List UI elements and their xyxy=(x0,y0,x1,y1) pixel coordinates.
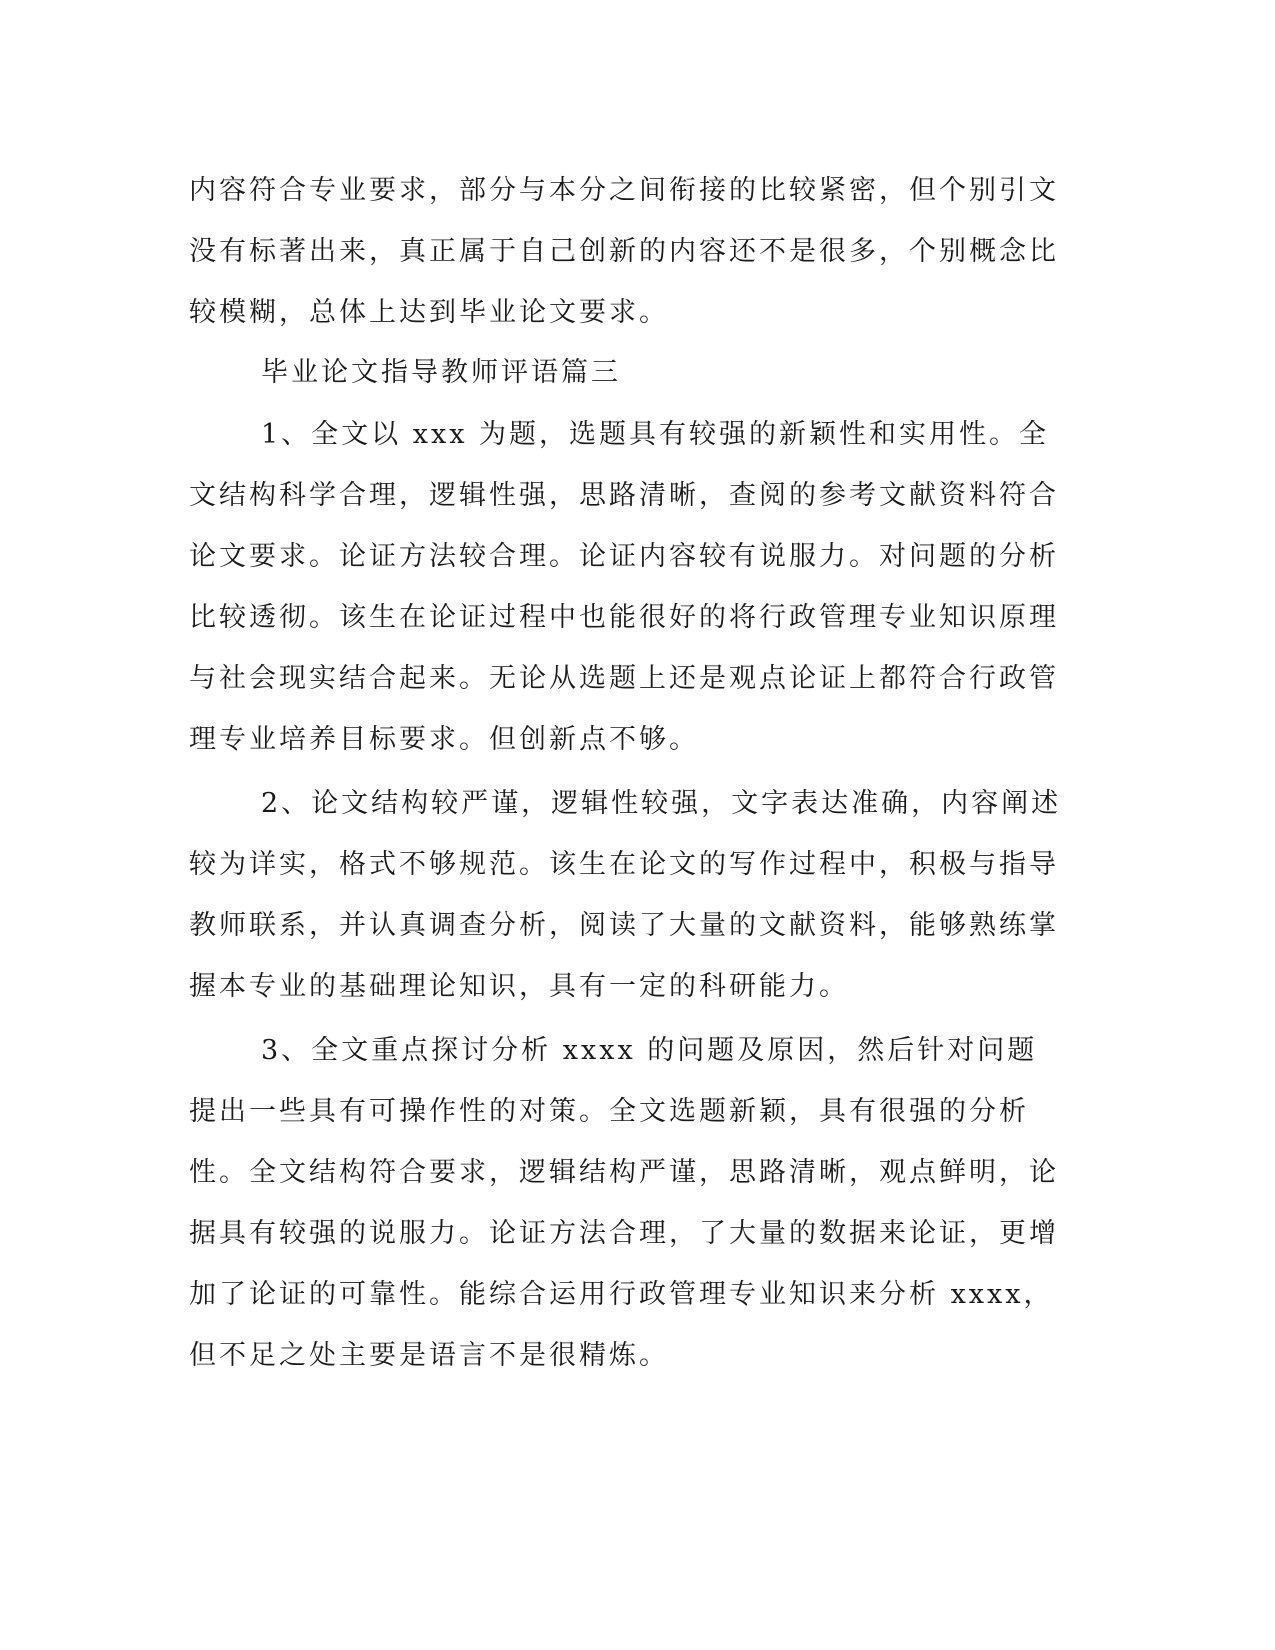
continuation-paragraph: 内容符合专业要求，部分与本分之间衔接的比较紧密，但个别引文没有标著出来，真正属于自己创新的内容还不是很多，个别概念比较模糊，总体上达到毕业论文要求。 xyxy=(189,175,1059,328)
section-heading: 毕业论文指导教师评语篇三 xyxy=(261,357,621,388)
comment-paragraph-3: 3、全文重点探讨分析 xxxx 的问题及原因，然后针对问题提出一些具有可操作性的对策。全文选题新颖，具有很强的分析性。全文结构符合要求，逻辑结构严谨，思路清晰，观点鲜明，论据具有较强的说服力。论证方法合理，了大量的数据来论证，更增加了论证的可靠性。能综合运用行政管理专业知识来分析 xxxx，但不足之处主要是语言不是很精炼。 xyxy=(189,1035,1059,1371)
comment-paragraph-1: 1、全文以 xxx 为题，选题具有较强的新颖性和实用性。全文结构科学合理，逻辑性强，思路清晰，查阅的参考文献资料符合论文要求。论证方法较合理。论证内容较有说服力。对问题的分析比较透彻。该生在论证过程中也能很好的将行政管理专业知识原理与社会现实结合起来。无论从选题上还是观点论证上都符合行政管理专业培养目标要求。但创新点不够。 xyxy=(189,419,1059,755)
comment-paragraph-2: 2、论文结构较严谨，逻辑性较强，文字表达准确，内容阐述较为详实，格式不够规范。该生在论文的写作过程中，积极与指导教师联系，并认真调查分析，阅读了大量的文献资料，能够熟练掌握本专业的基础理论知识，具有一定的科研能力。 xyxy=(189,788,1062,1002)
